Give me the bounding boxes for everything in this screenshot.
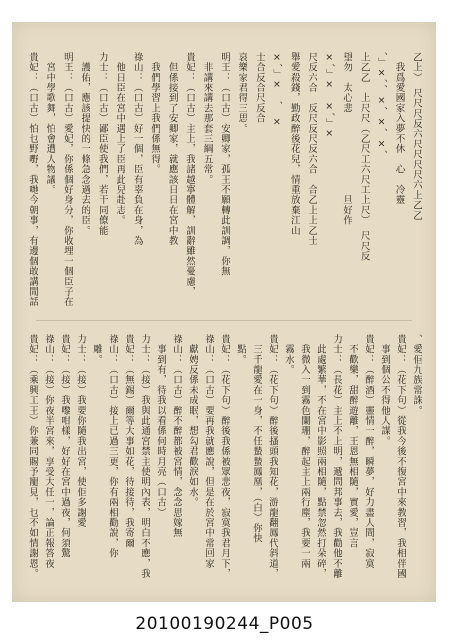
text-column: 、」×、、×、×、×、 [376,52,388,161]
text-column: 哀樂家君得三思。 [236,52,248,134]
document-page [12,22,436,602]
text-column: 雕。 [91,334,102,365]
text-column: 宮中學歌舞，怕會遭人物議。 [44,52,56,195]
text-column: 霧水。 [283,334,294,375]
text-column: 力士：（口古）鄙臣使我們，若干同僚能 [96,52,108,236]
text-column: 貴妃：（花下句）醉後搔頭我知花，游龍翻鳳代斜道， [267,334,278,579]
fold-divider [36,320,412,321]
text-column: 尺反六合 反尺反尺反六合 合乙上上乙士 [306,52,318,246]
text-column: 舉愛殺錢，勤政醉後花兒，情重放棄江山 [288,52,300,236]
text-column: 祿山：（口古）接上已過三更，你有兩相勸說，你 [107,334,118,559]
text-column: 貴妃：（花下句）從我今後不復宮中來教習，我相伴國 [395,334,406,579]
text-column: 但係接到了安卿家，就應該日日在宮中教 [166,52,178,246]
text-column: 、愛佢九族常誅。 [411,334,422,416]
text-column: 不歡樂，甜醉遊離，王恩無相隨，實愛，豈言 [347,334,358,549]
text-column: 他日臣在宮中遇上了臣再此兒赴志。 [114,52,126,226]
text-column: 明王：（口古）安卿家，孤王不願轉此訓調，你無 [219,52,230,277]
text-column: 明王：（口古）愛妃，你係個好身分，你收埋一個臣子在 [61,52,73,307]
text-column: 點。 [235,334,246,365]
text-column: 事到個公不得他人謀。 [379,334,390,447]
text-column: 望勿 太心悲 旦好作 [341,52,353,226]
text-column: 祿山：（口古）要再我就應說，但是在於宮中常回家 [203,334,214,569]
text-column: 士合反合尺反合 [253,52,265,124]
text-column: 此處繁華，不在宮中影照兩相隨，點禁忽然打朵碎， [315,334,326,579]
text-column: 乙上） 尺尺尺反六尺尺尺尺六上乙乙 [411,52,422,221]
text-column: 三千龍愛在一身，不任蟄蟄鳳凰，（白）你快 [251,334,262,544]
text-column: 祿山：（口古）醉不醉都被宮情，念念思嫁無 [171,334,182,538]
text-column: 力士：（接）我要你隨我出宮，使佢多謝愛 [75,334,86,528]
text-column: 獻娉反係未成眠，想勾君歡淚如水。 [187,334,198,508]
text-column: 貴妃：（接）我嚟咁樣，好好在宮中過夜，何須驚 [59,334,70,559]
text-column: 我微入一到霧色闌珊，醉起主上兩行塵，我要一兩 [299,334,310,569]
text-column: ×、」× ×、」× [323,52,335,140]
text-column: 非講來講去那套三綱五常。 [201,52,213,185]
text-column: 力士：（長花）主上不上明，遞問邦事去，我勸他不離 [331,334,342,579]
text-column: 祿山：（接）你夜半宮來，享受大任一，論正報答夜 [43,334,54,569]
text-column: 護佑，應該提快的一條急念過去的臣。 [79,52,91,236]
text-column: 我爲愛國家入夢不休 心 冷靈 [393,52,405,205]
text-column: 祿山：（口古）好一個，臣有辜負在身，為 [131,52,143,246]
text-column: 貴妃：（花下句）醉後我係被眾悲夜，寂寞我君月下， [219,334,230,579]
text-column: 貴妃：（口古）主上，我諸越寧體解，訓辭雖然憂慮， [184,52,196,297]
text-column: 貴妃：（乘興工王）你兼同賜予寵見，乜不如情謝恩。 [27,334,38,579]
text-column: ×、」× 、 × [271,52,283,129]
text-column: 貴妃：（口古）怕乜野嘢，我哋今朝事，有邊個敢講閒話 [27,52,38,307]
text-column: 上乙乙 上尺尺（乙尺工六尺工上尺） 尺尺反 [358,52,370,262]
text-column: 貴妃：（醉酒）靈情一醉，瞬夢，好力盡人間，寂寞 [363,334,374,569]
text-column: 我們學習上我們係無得。 [149,52,161,175]
text-column: 事到有，待我以看係何時月亮（口古） [155,334,166,518]
document-id-caption: 20100190244_P005 [135,614,314,634]
text-column: 力士：（接）我與此通宮禁主使明內表，明白不應，我 [139,334,150,579]
text-column: 貴妃：（無錫）爾等大事如花，待接待，我寄爾 [123,334,134,549]
